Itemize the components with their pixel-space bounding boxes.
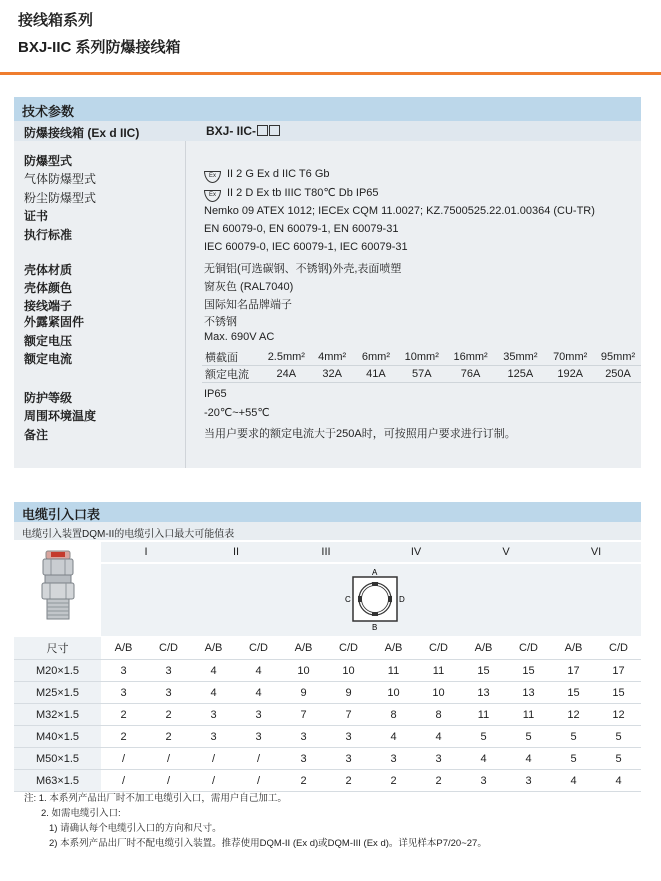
entry-count-cell: 12	[551, 704, 596, 726]
cable-entry-table	[14, 542, 641, 792]
ex-mark-icon: Ex	[204, 171, 221, 183]
entry-count-cell: 3	[101, 660, 146, 682]
cross-section-label: 横截面	[202, 349, 262, 366]
label-protection: 防护等级	[24, 391, 73, 405]
sub-header-row	[14, 636, 641, 660]
value-material: 无铜铝(可选碳钢、不锈钢)外壳,表面喷塑	[204, 263, 402, 275]
entry-count-cell: 3	[236, 704, 281, 726]
entry-count-cell: 4	[416, 726, 461, 748]
entry-count-cell: /	[191, 770, 236, 792]
note-line: 2. 如需电缆引入口:	[41, 808, 121, 819]
entry-count-cell: 2	[146, 704, 191, 726]
position-header: III	[281, 542, 371, 563]
entry-count-cell: 15	[596, 682, 641, 704]
cross-section-row	[202, 349, 641, 366]
cable-gland-image	[34, 549, 82, 625]
sub-header-cell: C/D	[506, 636, 551, 660]
diagram-label-c: C	[345, 594, 351, 604]
cable-title-bar	[14, 502, 641, 522]
spec-product-label: 防爆接线箱 (Ex d IIC)	[24, 126, 140, 140]
value-color: 窗灰色 (RAL7040)	[204, 281, 294, 293]
entry-count-cell: 4	[191, 682, 236, 704]
entry-count-cell: 11	[461, 704, 506, 726]
entry-count-cell: 15	[551, 682, 596, 704]
header-divider	[0, 72, 661, 75]
entry-count-cell: 2	[416, 770, 461, 792]
cable-table-wrapper	[14, 542, 641, 792]
entry-count-cell: 17	[596, 660, 641, 682]
note-line: 2) 本系列产品出厂时不配电缆引入装置。推荐使用DQM-II (Ex d)或DQM-III (Ex d)。详见样本P7/20~27。	[49, 838, 487, 849]
diagram-label-b: B	[372, 622, 378, 632]
entry-diagram-cell	[101, 563, 641, 636]
label-color: 壳体颜色	[24, 281, 73, 295]
cable-gland-image-cell	[14, 542, 101, 636]
entry-count-cell: 11	[506, 704, 551, 726]
size-cell: M20×1.5	[14, 660, 101, 682]
entry-count-cell: 2	[371, 770, 416, 792]
entry-count-cell: 10	[371, 682, 416, 704]
position-header: I	[101, 542, 191, 563]
entry-count-cell: 2	[146, 726, 191, 748]
table-row	[14, 770, 641, 792]
sub-header-cell: A/B	[461, 636, 506, 660]
value-protection: IP65	[204, 388, 227, 400]
sub-header-cell: C/D	[596, 636, 641, 660]
notes	[24, 791, 487, 851]
rated-current-cell: 125A	[495, 366, 545, 383]
entry-count-cell: 17	[551, 660, 596, 682]
cross-section-cell: 35mm²	[495, 349, 545, 366]
entry-count-cell: 10	[281, 660, 326, 682]
table-row	[14, 682, 641, 704]
entry-count-cell: 8	[371, 704, 416, 726]
spec-section-title: 技术参数	[22, 104, 75, 119]
position-header: VI	[551, 542, 641, 563]
rated-current-cell: 192A	[545, 366, 595, 383]
size-cell: M25×1.5	[14, 682, 101, 704]
table-row	[14, 726, 641, 748]
size-cell: M63×1.5	[14, 770, 101, 792]
entry-count-cell: 4	[236, 660, 281, 682]
entry-count-cell: 12	[596, 704, 641, 726]
cross-section-cell: 95mm²	[595, 349, 641, 366]
note-line: 1) 请确认每个电缆引入口的方向和尺寸。	[49, 823, 222, 834]
entry-count-cell: 13	[461, 682, 506, 704]
entry-count-cell: 11	[371, 660, 416, 682]
cross-section-cell: 16mm²	[446, 349, 496, 366]
cable-section-title: 电缆引入口表	[22, 507, 101, 522]
label-material: 壳体材质	[24, 263, 73, 277]
entry-count-cell: 10	[416, 682, 461, 704]
label-explosion-type: 防爆型式	[24, 154, 73, 168]
position-header-row	[14, 542, 641, 563]
size-cell: M32×1.5	[14, 704, 101, 726]
sub-header-cell: A/B	[191, 636, 236, 660]
sub-header-cell: A/B	[101, 636, 146, 660]
spec-column-divider	[185, 141, 186, 468]
entry-count-cell: 11	[416, 660, 461, 682]
entry-count-cell: 4	[236, 682, 281, 704]
series-title: 接线箱系列	[18, 12, 94, 29]
sub-header-cell: C/D	[416, 636, 461, 660]
diagram-label-a: A	[372, 567, 378, 577]
sub-header-cell: A/B	[281, 636, 326, 660]
label-voltage: 额定电压	[24, 334, 73, 348]
entry-count-cell: /	[146, 770, 191, 792]
entry-count-cell: /	[146, 748, 191, 770]
entry-count-cell: /	[191, 748, 236, 770]
rated-current-row	[202, 366, 641, 383]
entry-count-cell: /	[236, 748, 281, 770]
diagram-row	[14, 563, 641, 636]
cross-section-cell: 10mm²	[398, 349, 446, 366]
note-line: 注: 1. 本系列产品出厂时不加工电缆引入口，需用户自己加工。	[24, 793, 287, 804]
value-ambient: -20℃~+55℃	[204, 407, 270, 419]
entry-direction-diagram	[336, 566, 406, 632]
entry-count-cell: 3	[371, 748, 416, 770]
model-option-box-icon	[257, 125, 268, 136]
entry-count-cell: 5	[551, 748, 596, 770]
entry-count-cell: 4	[461, 748, 506, 770]
rated-current-cell: 57A	[398, 366, 446, 383]
entry-count-cell: 3	[326, 748, 371, 770]
entry-count-cell: 3	[461, 770, 506, 792]
size-cell: M50×1.5	[14, 748, 101, 770]
rated-current-cell: 24A	[262, 366, 310, 383]
entry-count-cell: 3	[146, 660, 191, 682]
entry-count-cell: 4	[596, 770, 641, 792]
entry-count-cell: 7	[281, 704, 326, 726]
label-standard: 执行标准	[24, 228, 73, 242]
entry-count-cell: 9	[281, 682, 326, 704]
entry-count-cell: /	[101, 748, 146, 770]
value-terminal: 国际知名品牌端子	[204, 299, 292, 311]
label-current: 额定电流	[24, 352, 73, 366]
entry-count-cell: 2	[281, 770, 326, 792]
label-dust-type: 粉尘防爆型式	[24, 191, 97, 205]
entry-count-cell: 5	[596, 726, 641, 748]
spec-product-row	[14, 121, 641, 141]
entry-count-cell: 3	[191, 704, 236, 726]
entry-count-cell: 3	[506, 770, 551, 792]
diagram-label-d: D	[399, 594, 405, 604]
cross-section-cell: 6mm²	[354, 349, 398, 366]
model-option-box-icon	[269, 125, 280, 136]
model-code: BXJ- IIC-	[206, 124, 257, 138]
entry-count-cell: 3	[191, 726, 236, 748]
entry-count-cell: 4	[551, 770, 596, 792]
entry-count-cell: 3	[101, 682, 146, 704]
current-table	[202, 349, 641, 383]
rated-current-cell: 32A	[310, 366, 354, 383]
value-standard: EN 60079-0, EN 60079-1, EN 60079-31	[204, 223, 399, 235]
entry-count-cell: /	[101, 770, 146, 792]
rated-current-label: 额定电流	[202, 366, 262, 383]
entry-count-cell: 5	[506, 726, 551, 748]
entry-count-cell: 5	[461, 726, 506, 748]
entry-count-cell: 3	[281, 748, 326, 770]
position-header: V	[461, 542, 551, 563]
entry-count-cell: 4	[506, 748, 551, 770]
spec-title-bar	[14, 97, 641, 121]
ex-mark-icon: Ex	[204, 190, 221, 202]
cable-subtitle-bar	[14, 522, 641, 540]
cross-section-cell: 4mm²	[310, 349, 354, 366]
entry-count-cell: 5	[596, 748, 641, 770]
rated-current-cell: 41A	[354, 366, 398, 383]
label-ambient: 周围环境温度	[24, 409, 97, 423]
entry-count-cell: 5	[551, 726, 596, 748]
spec-model-label	[206, 124, 280, 138]
entry-count-cell: 3	[236, 726, 281, 748]
sub-header-cell: C/D	[236, 636, 281, 660]
table-row	[14, 748, 641, 770]
sub-header-cell: A/B	[551, 636, 596, 660]
label-fastener: 外露紧固件	[24, 315, 85, 329]
entry-count-cell: 7	[326, 704, 371, 726]
entry-count-cell: 3	[416, 748, 461, 770]
page-header	[18, 6, 181, 57]
entry-count-cell: 15	[461, 660, 506, 682]
sub-header-cell: C/D	[326, 636, 371, 660]
table-row	[14, 704, 641, 726]
value-remark: 当用户要求的额定电流大于250A时，可按照用户要求进行订制。	[204, 428, 516, 440]
position-header: IV	[371, 542, 461, 563]
entry-count-cell: 9	[326, 682, 371, 704]
label-terminal: 接线端子	[24, 299, 73, 313]
label-remark: 备注	[24, 428, 49, 442]
entry-count-cell: 8	[416, 704, 461, 726]
table-row	[14, 660, 641, 682]
value-standard-iec: IEC 60079-0, IEC 60079-1, IEC 60079-31	[204, 241, 408, 253]
rated-current-cell: 250A	[595, 366, 641, 383]
entry-count-cell: 3	[281, 726, 326, 748]
value-voltage: Max. 690V AC	[204, 331, 275, 343]
position-header: II	[191, 542, 281, 563]
entry-count-cell: 10	[326, 660, 371, 682]
entry-count-cell: /	[236, 770, 281, 792]
value-fastener: 不锈钢	[204, 316, 237, 328]
entry-count-cell: 4	[191, 660, 236, 682]
value-certificate: Nemko 09 ATEX 1012; IECEx CQM 11.0027; KZ.7500525.22.01.00364 (CU-TR)	[204, 205, 595, 217]
label-certificate: 证书	[24, 209, 49, 223]
spec-section	[14, 97, 641, 468]
entry-count-cell: 2	[101, 704, 146, 726]
size-header: 尺寸	[14, 636, 101, 660]
label-gas-type: 气体防爆型式	[24, 172, 97, 186]
entry-count-cell: 4	[371, 726, 416, 748]
sub-header-cell: C/D	[146, 636, 191, 660]
sub-header-cell: A/B	[371, 636, 416, 660]
product-title: BXJ-IIC 系列防爆接线箱	[18, 39, 181, 56]
entry-count-cell: 3	[146, 682, 191, 704]
entry-count-cell: 15	[506, 660, 551, 682]
entry-count-cell: 3	[326, 726, 371, 748]
entry-count-cell: 2	[326, 770, 371, 792]
rated-current-cell: 76A	[446, 366, 496, 383]
cross-section-cell: 70mm²	[545, 349, 595, 366]
size-cell: M40×1.5	[14, 726, 101, 748]
cable-subtitle: 电缆引入装置DQM-II的电缆引入口最大可能值表	[22, 529, 235, 540]
entry-count-cell: 2	[101, 726, 146, 748]
cross-section-cell: 2.5mm²	[262, 349, 310, 366]
value-gas-type: Ex II 2 G Ex d IIC T6 Gb	[204, 168, 330, 183]
value-dust-type: Ex II 2 D Ex tb IIIC T80℃ Db IP65	[204, 186, 379, 202]
entry-count-cell: 13	[506, 682, 551, 704]
